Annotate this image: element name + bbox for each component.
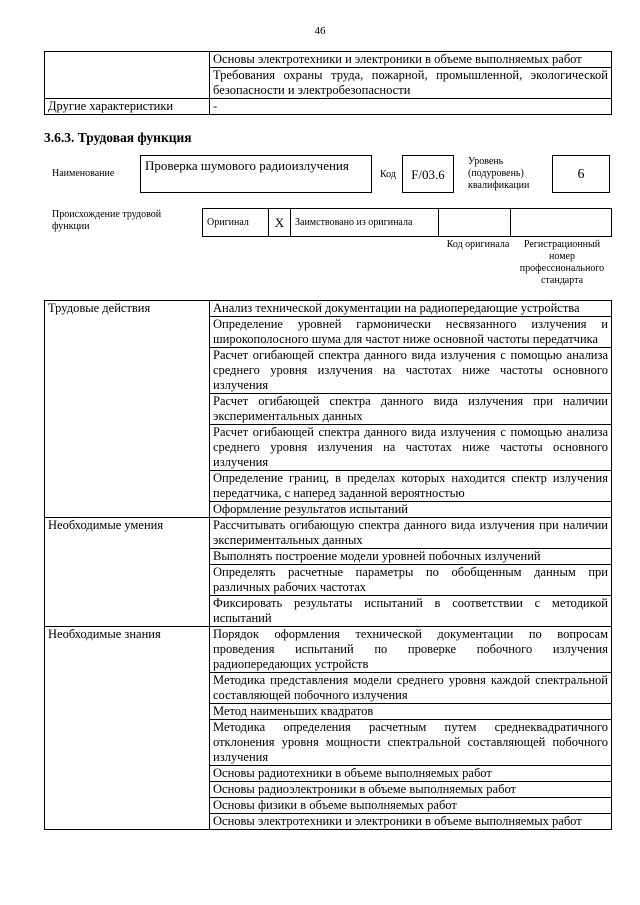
row-group-label: Другие характеристики: [45, 99, 210, 115]
row-item: Оформление результатов испытаний: [210, 502, 612, 518]
row-item: Выполнять построение модели уровней побочных излучений: [210, 549, 612, 565]
name-label: Наименование: [52, 168, 115, 179]
function-title: Проверка шумового радиоизлучения: [140, 155, 372, 193]
caption-original-code: Код оригинала: [446, 239, 510, 250]
origin-row: [202, 208, 612, 237]
row-item: Определять расчетные параметры по обобщенным данным при различных рабочих частотах: [210, 565, 612, 596]
row-item: Порядок оформления технической документации по вопросам проведения испытаний по проверке побочного излучения радиопередающих устройств: [210, 627, 612, 673]
qualification-level: 6: [552, 155, 610, 193]
row-item: Расчет огибающей спектра данного вида излучения с помощью анализа среднего уровня излучения на частотах ниже частоты основного излучения: [210, 348, 612, 394]
row-group-label: Трудовые действия: [45, 301, 210, 518]
row-item: Методика определения расчетным путем среднеквадратичного отклонения уровня мощности спектральной составляющей побочного излучения: [210, 720, 612, 766]
code-label: Код: [380, 169, 396, 180]
table-row: [45, 301, 612, 317]
main-table: [44, 300, 612, 830]
row-item: Методика представления модели среднего уровня каждой спектральной составляющей побочного излучения: [210, 673, 612, 704]
table-row: [45, 99, 612, 115]
origin-label: Происхождение трудовой функции: [52, 209, 162, 232]
row-item: Требования охраны труда, пожарной, промышленной, экологической безопасности и электробезопасности: [210, 68, 612, 99]
row-item: Основы радиоэлектроники в объеме выполняемых работ: [210, 782, 612, 798]
original-code-cell: [439, 209, 511, 236]
row-item: Определение уровней гармонически несвязанного излучения и широкополосного шума для частот ниже основной частоты передатчика: [210, 317, 612, 348]
table-row: [45, 52, 612, 68]
page-number: 46: [314, 25, 326, 37]
row-item: Метод наименьших квадратов: [210, 704, 612, 720]
row-item: Основы электротехники и электроники в объеме выполняемых работ: [210, 52, 612, 68]
row-item: Основы электротехники и электроники в объеме выполняемых работ: [210, 814, 612, 830]
row-item: -: [210, 99, 612, 115]
row-group-label: Необходимые умения: [45, 518, 210, 627]
original-mark: X: [269, 209, 291, 236]
row-item: Расчет огибающей спектра данного вида излучения при наличии экспериментальных данных: [210, 394, 612, 425]
row-item: Основы радиотехники в объеме выполняемых работ: [210, 766, 612, 782]
row-item: Фиксировать результаты испытаний в соответствии с методикой испытаний: [210, 596, 612, 627]
row-item: Основы физики в объеме выполняемых работ: [210, 798, 612, 814]
row-item: Определение границ, в пределах которых находится спектр излучения передатчика, с наперед заданной вероятностью: [210, 471, 612, 502]
row-item: Анализ технической документации на радиопередающие устройства: [210, 301, 612, 317]
original-label: Оригинал: [203, 209, 269, 236]
registration-number-cell: [511, 209, 611, 236]
row-item: Рассчитывать огибающую спектра данного вида излучения при наличии экспериментальных данных: [210, 518, 612, 549]
row-item: Расчет огибающей спектра данного вида излучения с помощью анализа среднего уровня излучения на частотах ниже частоты основного излучения: [210, 425, 612, 471]
level-label: Уровень (подуровень) квалификации: [468, 156, 530, 191]
row-group-label: [45, 52, 210, 99]
table-row: [45, 627, 612, 673]
section-heading: 3.6.3. Трудовая функция: [44, 130, 192, 145]
borrowed-label: Заимствовано из оригинала: [291, 209, 439, 236]
row-group-label: Необходимые знания: [45, 627, 210, 830]
table-row: [45, 518, 612, 549]
caption-registration-number: Регистрационный номер профессионального стандарта: [519, 239, 605, 286]
function-code: F/03.6: [402, 155, 454, 193]
top-table: [44, 51, 612, 115]
